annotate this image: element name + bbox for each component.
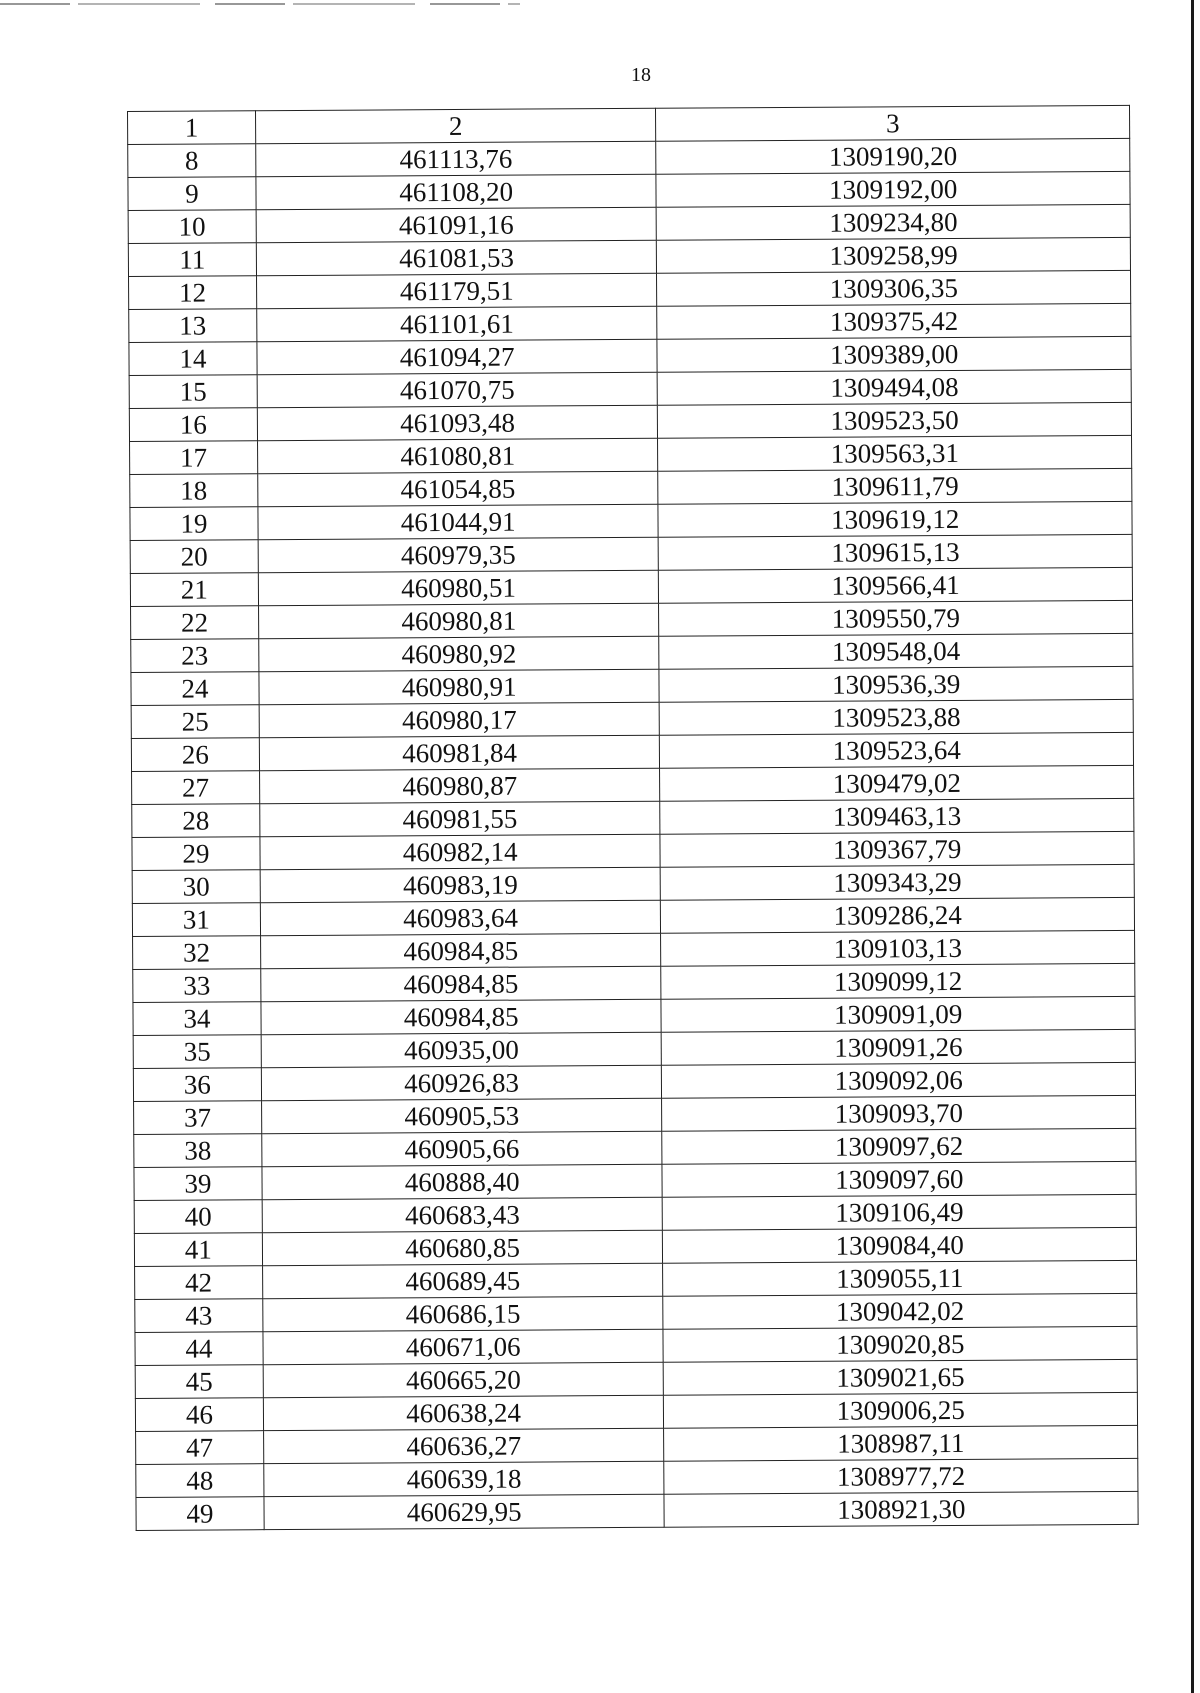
x-coordinate-cell: 461080,81 <box>257 438 658 473</box>
point-number-cell: 37 <box>134 1101 262 1135</box>
x-coordinate-cell: 460980,91 <box>259 669 660 704</box>
y-coordinate-cell: 1309106,49 <box>663 1194 1137 1230</box>
x-coordinate-cell: 461081,53 <box>256 240 657 275</box>
point-number-cell: 25 <box>131 705 259 739</box>
x-coordinate-cell: 460980,81 <box>258 603 659 638</box>
point-number-cell: 8 <box>128 144 256 178</box>
x-coordinate-cell: 460984,85 <box>261 966 662 1001</box>
x-coordinate-cell: 460981,55 <box>260 801 661 836</box>
y-coordinate-cell: 1309258,99 <box>657 237 1131 273</box>
x-coordinate-cell: 460905,66 <box>262 1131 663 1166</box>
column-header-1: 1 <box>128 111 256 145</box>
y-coordinate-cell: 1309619,12 <box>658 501 1132 537</box>
table-row <box>136 1491 1138 1530</box>
scan-edge-top <box>0 3 520 5</box>
x-coordinate-cell: 460980,51 <box>258 570 659 605</box>
point-number-cell: 16 <box>129 408 257 442</box>
y-coordinate-cell: 1309494,08 <box>658 369 1132 405</box>
x-coordinate-cell: 460980,92 <box>259 636 660 671</box>
point-number-cell: 27 <box>132 771 260 805</box>
y-coordinate-cell: 1309091,09 <box>661 996 1135 1032</box>
x-coordinate-cell: 460984,85 <box>261 999 662 1034</box>
y-coordinate-cell: 1309103,13 <box>661 930 1135 966</box>
point-number-cell: 29 <box>132 837 260 871</box>
point-number-cell: 21 <box>130 573 258 607</box>
y-coordinate-cell: 1309093,70 <box>662 1095 1136 1131</box>
page-number: 18 <box>631 64 651 86</box>
point-number-cell: 39 <box>134 1167 262 1201</box>
y-coordinate-cell: 1309092,06 <box>662 1062 1136 1098</box>
y-coordinate-cell: 1309548,04 <box>659 633 1133 669</box>
point-number-cell: 40 <box>134 1200 262 1234</box>
y-coordinate-cell: 1309097,60 <box>662 1161 1136 1197</box>
table-body <box>128 138 1138 1530</box>
x-coordinate-cell: 460686,15 <box>263 1296 664 1331</box>
x-coordinate-cell: 460636,27 <box>263 1428 664 1463</box>
point-number-cell: 19 <box>130 507 258 541</box>
x-coordinate-cell: 460981,84 <box>259 735 660 770</box>
y-coordinate-cell: 1309091,26 <box>662 1029 1136 1065</box>
y-coordinate-cell: 1309550,79 <box>659 600 1133 636</box>
y-coordinate-cell: 1309566,41 <box>659 567 1133 603</box>
point-number-cell: 11 <box>128 243 256 277</box>
point-number-cell: 32 <box>133 936 261 970</box>
x-coordinate-cell: 460629,95 <box>264 1494 665 1529</box>
point-number-cell: 43 <box>135 1299 263 1333</box>
x-coordinate-cell: 461179,51 <box>256 273 657 308</box>
y-coordinate-cell: 1309389,00 <box>657 336 1131 372</box>
column-header-2: 2 <box>255 108 656 143</box>
x-coordinate-cell: 460665,20 <box>263 1362 664 1397</box>
y-coordinate-cell: 1309367,79 <box>660 831 1134 867</box>
y-coordinate-cell: 1309192,00 <box>656 171 1130 207</box>
y-coordinate-cell: 1309020,85 <box>663 1326 1137 1362</box>
point-number-cell: 26 <box>131 738 259 772</box>
point-number-cell: 33 <box>133 969 261 1003</box>
point-number-cell: 10 <box>128 210 256 244</box>
point-number-cell: 9 <box>128 177 256 211</box>
x-coordinate-cell: 460984,85 <box>260 933 661 968</box>
point-number-cell: 44 <box>135 1332 263 1366</box>
y-coordinate-cell: 1308977,72 <box>664 1458 1138 1494</box>
y-coordinate-cell: 1308921,30 <box>664 1491 1138 1527</box>
x-coordinate-cell: 461108,20 <box>256 174 657 209</box>
point-number-cell: 48 <box>136 1464 264 1498</box>
x-coordinate-cell: 461113,76 <box>256 141 657 176</box>
y-coordinate-cell: 1309306,35 <box>657 270 1131 306</box>
y-coordinate-cell: 1309097,62 <box>662 1128 1136 1164</box>
x-coordinate-cell: 460983,19 <box>260 867 661 902</box>
point-number-cell: 22 <box>131 606 259 640</box>
coordinates-table <box>127 105 1139 1531</box>
y-coordinate-cell: 1308987,11 <box>664 1425 1138 1461</box>
point-number-cell: 24 <box>131 672 259 706</box>
y-coordinate-cell: 1309536,39 <box>659 666 1133 702</box>
point-number-cell: 46 <box>135 1398 263 1432</box>
x-coordinate-cell: 460935,00 <box>261 1032 662 1067</box>
x-coordinate-cell: 460680,85 <box>262 1230 663 1265</box>
x-coordinate-cell: 460980,87 <box>259 768 660 803</box>
x-coordinate-cell: 461044,91 <box>258 504 659 539</box>
y-coordinate-cell: 1309523,64 <box>660 732 1134 768</box>
point-number-cell: 14 <box>129 342 257 376</box>
x-coordinate-cell: 460982,14 <box>260 834 661 869</box>
x-coordinate-cell: 460983,64 <box>260 900 661 935</box>
point-number-cell: 41 <box>134 1233 262 1267</box>
column-header-3: 3 <box>656 105 1130 141</box>
point-number-cell: 15 <box>129 375 257 409</box>
y-coordinate-cell: 1309615,13 <box>659 534 1133 570</box>
x-coordinate-cell: 461093,48 <box>257 405 658 440</box>
y-coordinate-cell: 1309234,80 <box>657 204 1131 240</box>
x-coordinate-cell: 460888,40 <box>262 1164 663 1199</box>
x-coordinate-cell: 460671,06 <box>263 1329 664 1364</box>
point-number-cell: 31 <box>132 903 260 937</box>
x-coordinate-cell: 460689,45 <box>262 1263 663 1298</box>
point-number-cell: 36 <box>133 1068 261 1102</box>
x-coordinate-cell: 460979,35 <box>258 537 659 572</box>
y-coordinate-cell: 1309055,11 <box>663 1260 1137 1296</box>
point-number-cell: 38 <box>134 1134 262 1168</box>
point-number-cell: 23 <box>131 639 259 673</box>
x-coordinate-cell: 461101,61 <box>257 306 658 341</box>
x-coordinate-cell: 460639,18 <box>264 1461 665 1496</box>
y-coordinate-cell: 1309611,79 <box>658 468 1132 504</box>
y-coordinate-cell: 1309021,65 <box>664 1359 1138 1395</box>
point-number-cell: 12 <box>129 276 257 310</box>
y-coordinate-cell: 1309375,42 <box>657 303 1131 339</box>
y-coordinate-cell: 1309523,50 <box>658 402 1132 438</box>
point-number-cell: 47 <box>136 1431 264 1465</box>
y-coordinate-cell: 1309343,29 <box>661 864 1135 900</box>
point-number-cell: 49 <box>136 1497 264 1531</box>
x-coordinate-cell: 460638,24 <box>263 1395 664 1430</box>
y-coordinate-cell: 1309006,25 <box>664 1392 1138 1428</box>
x-coordinate-cell: 460980,17 <box>259 702 660 737</box>
point-number-cell: 30 <box>132 870 260 904</box>
y-coordinate-cell: 1309286,24 <box>661 897 1135 933</box>
point-number-cell: 20 <box>130 540 258 574</box>
point-number-cell: 42 <box>135 1266 263 1300</box>
y-coordinate-cell: 1309479,02 <box>660 765 1134 801</box>
point-number-cell: 17 <box>130 441 258 475</box>
x-coordinate-cell: 460683,43 <box>262 1197 663 1232</box>
y-coordinate-cell: 1309563,31 <box>658 435 1132 471</box>
point-number-cell: 35 <box>133 1035 261 1069</box>
y-coordinate-cell: 1309084,40 <box>663 1227 1137 1263</box>
x-coordinate-cell: 461091,16 <box>256 207 657 242</box>
point-number-cell: 28 <box>132 804 260 838</box>
x-coordinate-cell: 460905,53 <box>261 1098 662 1133</box>
x-coordinate-cell: 461054,85 <box>258 471 659 506</box>
point-number-cell: 34 <box>133 1002 261 1036</box>
point-number-cell: 45 <box>135 1365 263 1399</box>
y-coordinate-cell: 1309523,88 <box>660 699 1134 735</box>
x-coordinate-cell: 461070,75 <box>257 372 658 407</box>
y-coordinate-cell: 1309463,13 <box>660 798 1134 834</box>
point-number-cell: 13 <box>129 309 257 343</box>
scan-edge-right <box>1191 0 1194 1693</box>
y-coordinate-cell: 1309190,20 <box>656 138 1130 174</box>
point-number-cell: 18 <box>130 474 258 508</box>
y-coordinate-cell: 1309042,02 <box>663 1293 1137 1329</box>
x-coordinate-cell: 461094,27 <box>257 339 658 374</box>
x-coordinate-cell: 460926,83 <box>261 1065 662 1100</box>
y-coordinate-cell: 1309099,12 <box>661 963 1135 999</box>
